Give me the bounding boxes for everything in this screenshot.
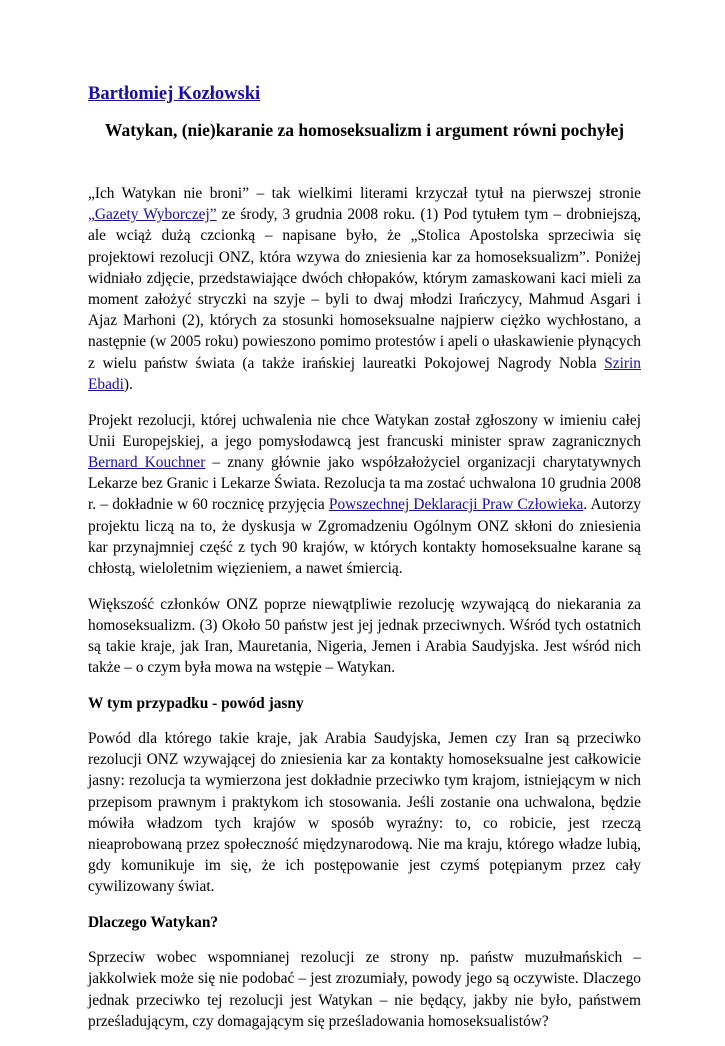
link-bernard-kouchner[interactable]: Bernard Kouchner bbox=[88, 453, 206, 471]
paragraph-reason: Powód dla którego takie kraje, jak Arabia Saudyjska, Jemen czy Iran są przeciwko rezolucji ONZ wzywającej do zniesienia kar za kontakty homoseksualne jest całkowicie jasny: rezolucja ta wymierzona jest dokładnie przeciwko tym krajom, istniejącym w nich przepisom prawnym i praktykom ich stosowania. Jeśli zostanie ona uchwalona, będzie mówiła władzom tych krajów w sposób wyraźny: to, co robicie, jest rzeczą nieaprobowaną przez społeczność międzynarodową. Nie ma kraju, którego władze lubią, gdy komunikuje im się, że ich postępowanie jest czymś potępianym przez cały cywilizowany świat. bbox=[88, 729, 641, 896]
article-body bbox=[88, 183, 641, 1046]
author-link[interactable]: Bartłomiej Kozłowski bbox=[88, 84, 261, 104]
paragraph-text: ze środy, 3 grudnia 2008 roku. (1) Pod tytułem tym – drobniejszą, ale wciąż dużą czcionką – napisane było, że „Stolica Apostolska sprzeciwia się projektowi rezolucji ONZ, która wzywa do zniesienia kar za homoseksualizm”. Poniżej widniało zdjęcie, przedstawiające dwóch chłopaków, którym zamaskowani kaci mieli za moment założyć stryczki na szyje – byli to dwaj młodzi Irańczycy, Mahmud Asgari i Ajaz Marhoni (2), których za stosunki homoseksualne najpierw ciężko wychłostano, a następnie (w 2005 roku) powieszono pomimo protestów i apeli o ułaskawienie płynących z wielu państw świata (a także irańskiej laureatki Pokojowej Nagrody Nobla bbox=[88, 206, 641, 372]
article-title: Watykan, (nie)karanie za homoseksualizm i argument równi pochyłej bbox=[104, 120, 625, 140]
paragraph-text: Projekt rezolucji, której uchwalenia nie chce Watykan został zgłoszony w imieniu całej Unii Europejskiej, a jego pomysłodawcą jest francuski minister spraw zagranicznych bbox=[88, 411, 641, 450]
link-gazeta-wyborcza[interactable]: „Gazety Wyborczej” bbox=[88, 206, 217, 224]
paragraph-resolution bbox=[88, 410, 641, 580]
paragraph-intro bbox=[88, 183, 641, 395]
paragraph-text: . Autorzy projektu liczą na to, że dyskusja w Zgromadzeniu Ogólnym ONZ skłoni do zniesienia kar przynajmniej część z tych 90 krajów, w których kontakty homoseksualne karane są chłostą, wieloletnim więzieniem, a nawet śmiercią. bbox=[88, 496, 641, 577]
paragraph-text: „Ich Watykan nie broni” – tak wielkimi literami krzyczał tytuł na pierwszej stronie bbox=[88, 185, 641, 202]
section-heading-clear-reason: W tym przypadku - powód jasny bbox=[88, 694, 304, 712]
paragraph-why-vatican: Sprzeciw wobec wspomnianej rezolucji ze strony np. państw muzułmańskich – jakkolwiek może się nie podobać – jest zrozumiały, powody jego są oczywiste. Dlaczego jednak przeciwko tej rezolucji jest Watykan – nie będący, jakby nie było, państwem prześladującym, czy domagającym się prześladowania homoseksualistów? bbox=[88, 949, 641, 1030]
paragraph-un-members: Większość członków ONZ poprze niewątpliwie rezolucję wzywającą do niekarania za homoseksualizm. (3) Około 50 państw jest jej jednak przeciwnych. Wśród tych ostatnich są takie kraje, jak Iran, Mauretania, Nigeria, Jemen i Arabia Saudyjska. Jest wśród nich także – o czym była mowa na wstępie – Watykan. bbox=[88, 595, 641, 677]
paragraph-text: – znany głównie jako współzałożyciel organizacji charytatywnych Lekarze bez Granic i Lekarze Świata. Rezolucja ta ma zostać uchwalona 10 grudnia 2008 r. – dokładnie w 60 rocznicę przyjęcia bbox=[88, 453, 641, 514]
link-szirin-ebadi[interactable]: Szirin Ebadi bbox=[88, 354, 641, 393]
section-heading-why-vatican: Dlaczego Watykan? bbox=[88, 914, 219, 932]
paragraph-text: ). bbox=[123, 375, 133, 393]
link-declaration-human-rights[interactable]: Powszechnej Deklaracji Praw Człowieka bbox=[328, 496, 584, 514]
